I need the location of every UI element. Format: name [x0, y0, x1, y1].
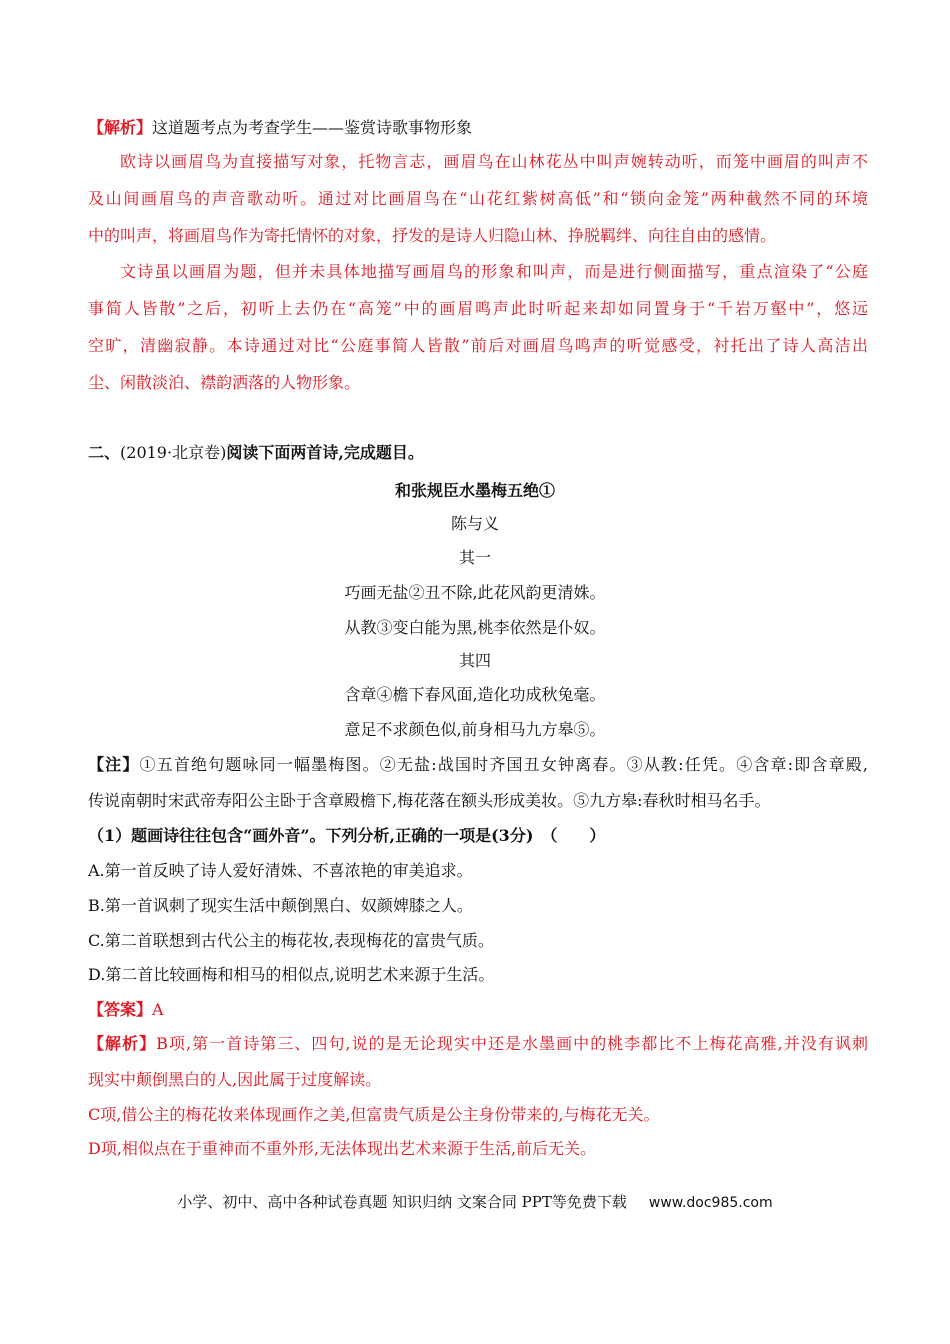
section-2-heading [88, 443, 868, 463]
question-1-option-b: B.第一首讽刺了现实生活中颠倒黑白、奴颜婢膝之人。 [88, 896, 473, 915]
analysis-2-line-1 [88, 1034, 868, 1054]
question-1-stem: （1）题画诗往往包含“画外音”。下列分析,正确的一项是(3分) （ ） [88, 826, 606, 845]
analysis-1-p1-line-1: 欧诗以画眉鸟为直接描写对象，托物言志，画眉鸟在山林花丛中叫声婉转动听，而笼中画眉的叫声不 [120, 152, 868, 171]
answer-label: 【答案】 [88, 1000, 153, 1019]
section-instruction: 阅读下面两首诗,完成题目。 [226, 443, 424, 462]
footer-text: 小学、初中、高中各种试卷真题 知识归纳 文案合同 PPT等免费下载 [177, 1193, 627, 1211]
analysis-1-p2-line-2: 事简人皆散”之后，初听上去仍在“高笼”中的画眉鸣声此时听起来却如同置身于“千岩万壑中”，悠远 [88, 299, 868, 318]
analysis-heading-text: 这道题考点为考查学生——鉴赏诗歌事物形象 [152, 118, 473, 137]
poem-part-1-title: 其一 [458, 548, 491, 567]
question-1-option-c: C.第二首联想到古代公主的梅花妆,表现梅花的富贵气质。 [88, 931, 494, 950]
poem-part-1-line-2: 从教③变白能为黑,桃李依然是仆奴。 [344, 618, 606, 637]
analysis-2-label: 【解析】 [88, 1034, 157, 1053]
analysis-2-line-4: D项,相似点在于重神而不重外形,无法体现出艺术来源于生活,前后无关。 [88, 1139, 597, 1158]
page-footer [0, 1192, 950, 1213]
analysis-2-line-2: 现实中颠倒黑白的人,因此属于过度解读。 [88, 1070, 382, 1089]
poem-author: 陈与义 [450, 514, 499, 533]
question-1-option-a: A.第一首反映了诗人爱好清姝、不喜浓艳的审美追求。 [88, 861, 473, 880]
analysis-1-p1-line-2: 及山间画眉鸟的声音歌动听。通过对比画眉鸟在“山花红紫树高低”和“锁向金笼”两种截然不同的环境 [88, 189, 868, 208]
section-source: (2019·北京卷) [120, 443, 227, 462]
note-text-1: ①五首绝句题咏同一幅墨梅图。②无盐:战国时齐国丑女钟离春。③从教:任凭。④含章:即含章殿, [139, 755, 868, 774]
analysis-1-p2-line-4: 尘、闲散淡泊、襟韵洒落的人物形象。 [88, 373, 361, 392]
footer-url-link[interactable]: www.doc985.com [648, 1195, 773, 1211]
note-line-2: 传说南朝时宋武帝寿阳公主卧于含章殿檐下,梅花落在额头形成美妆。⑤九方皋:春秋时相马名手。 [88, 791, 771, 810]
note-label: 【注】 [88, 755, 140, 774]
poem-part-4-line-1: 含章④檐下春风面,造化功成秋兔毫。 [344, 685, 606, 704]
poem-part-4-line-2: 意足不求颜色似,前身相马九方皋⑤。 [344, 720, 606, 739]
analysis-label: 【解析】 [88, 118, 153, 137]
note-line-1 [88, 755, 868, 775]
analysis-1-p2-line-1: 文诗虽以画眉为题，但并未具体地描写画眉鸟的形象和叫声，而是进行侧面描写，重点渲染了“公庭 [120, 262, 868, 281]
answer-value: A [152, 1000, 164, 1019]
poem-title: 和张规臣水墨梅五绝① [394, 481, 555, 500]
analysis-2-text-1: B项,第一首诗第三、四句,说的是无论现实中还是水墨画中的桃李都比不上梅花高雅,并没有讽刺 [156, 1034, 868, 1053]
answer-1 [88, 1000, 868, 1020]
analysis-2-line-3: C项,借公主的梅花妆来体现画作之美,但富贵气质是公主身份带来的,与梅花无关。 [88, 1105, 660, 1124]
question-1-option-d: D.第二首比较画梅和相马的相似点,说明艺术来源于生活。 [88, 965, 495, 984]
analysis-1-p1-line-3: 中的叫声，将画眉鸟作为寄托情怀的对象，抒发的是诗人归隐山林、挣脱羁绊、向往自由的感情。 [88, 226, 777, 245]
poem-part-4-title: 其四 [458, 651, 491, 670]
analysis-1-heading [88, 118, 868, 138]
poem-part-1-line-1: 巧画无盐②丑不除,此花风韵更清姝。 [344, 583, 606, 602]
analysis-1-p2-line-3: 空旷，清幽寂静。本诗通过对比“公庭事简人皆散”前后对画眉鸟鸣声的听觉感受，衬托出了诗人高洁出 [88, 336, 868, 355]
section-number: 二、 [88, 443, 121, 462]
